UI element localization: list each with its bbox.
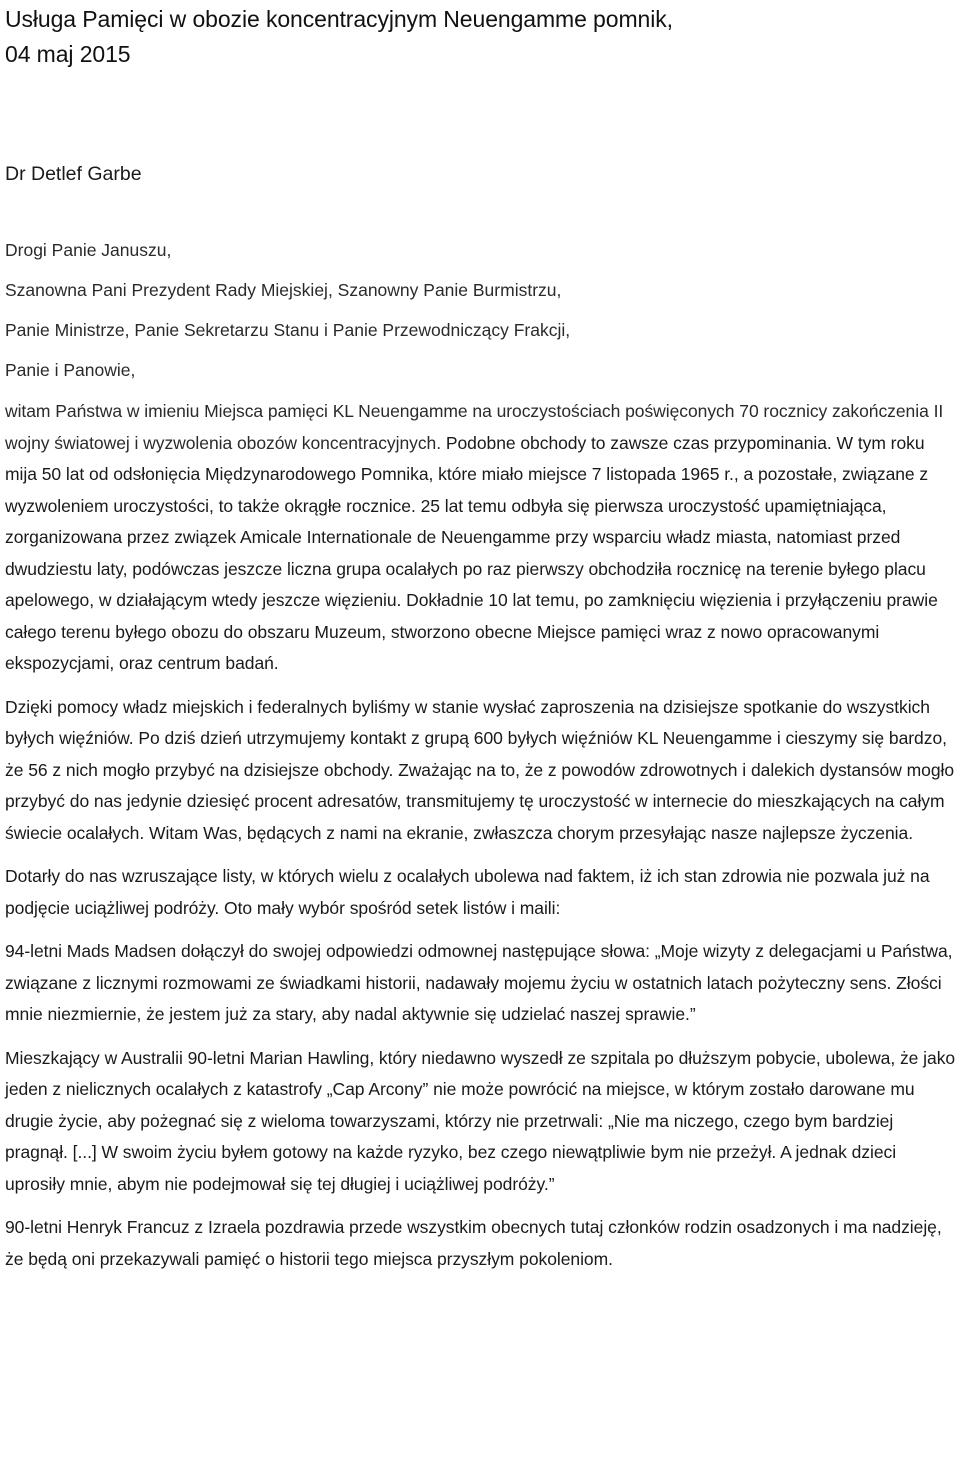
title-line-1: Usługa Pamięci w obozie koncentracyjnym Neuengamme pomnik, [5,6,673,32]
salutation-line: Szanowna Pani Prezydent Rady Miejskiej, Szanowny Panie Burmistrzu, [5,280,562,300]
author-name: Dr Detlef Garbe [5,163,142,185]
paragraph-welcome-intro: witam Państwa w imieniu Miejsca pamięci KL Neuengamme na uroczystościach poświęconych 70 rocznicy zakończenia II wojny światowej i wyzwolenia obozów koncentracyjnych. [5,401,944,453]
document-title [5,0,956,72]
paragraph-welcome [5,396,956,680]
paragraph-letters: Dotarły do nas wzruszające listy, w których wielu z ocalałych ubolewa nad faktem, iż ich stan zdrowia nie pozwala już na podjęcie uciążliwej podróży. Oto mały wybór spośród setek listów i maili: [5,866,930,918]
paragraph-welcome-history: Podobne obchody to zawsze czas przypominania. W tym roku mija 50 lat od odsłonięcia Międzynarodowego Pomnika, które miało miejsce 7 listopada 1965 r., a pozostałe, związane z wyzwoleniem uroczystości, to także okrągłe rocznice. 25 lat temu odbyła się pierwsza uroczystość upamiętniająca, zorganizowana przez związek Amicale Internationale de Neuengamme przy wsparciu władz miasta, natomiast przed dwudziestu laty, podówczas jeszcze liczna grupa ocalałych po raz pierwszy obchodziła rocznicę na terenie byłego placu apelowego, w działającym wtedy jeszcze więzieniu. Dokładnie 10 lat temu, po zamknięciu więzienia i przyłączeniu prawie całego terenu byłego obozu do obszaru Muzeum, stworzono obecne Miejsce pamięci wraz z nowo opracowanymi ekspozycjami, oraz centrum badań. [5,432,938,673]
paragraph-madsen: 94-letni Mads Madsen dołączył do swojej odpowiedzi odmownej następujące słowa: „Moje wizyty z delegacjami u Państwa, związane z licznymi rozmowami ze świadkami historii, nadawały mojemu życiu w ostatnich latach pożyteczny sens. Złości mnie niezmiernie, że jestem już za stary, aby nadal aktywnie się udzielać naszej sprawie.” [5,941,953,1024]
paragraph-hawling: Mieszkający w Australii 90-letni Marian Hawling, który niedawno wyszedł ze szpitala po dłuższym pobycie, ubolewa, że jako jeden z nielicznych ocalałych z katastrofy „Cap Arcony” nie może powrócić na miejsce, w którym zostało darowane mu drugie życie, aby pożegnać się z wieloma towarzyszami, którzy nie przetrwali: „Nie ma niczego, czego bym bardziej pragnął. [...] W swoim życiu byłem gotowy na każde ryzyko, bez czego niewątpliwie bym nie przeżył. A jednak dzieci uprosiły mnie, abym nie podejmował się tej długiej i uciążliwej podróży.” [5,1047,956,1194]
salutation-line: Panie Ministrze, Panie Sekretarzu Stanu i Panie Przewodniczący Frakcji, [5,320,571,340]
paragraph-invitations: Dzięki pomocy władz miejskich i federalnych byliśmy w stanie wysłać zaproszenia na dzisiejsze spotkanie do wszystkich byłych więźniów. Po dziś dzień utrzymujemy kontakt z grupą 600 byłych więźniów KL Neuengamme i cieszymy się bardzo, że 56 z nich mogło przybyć na dzisiejsze obchody. Zważając na to, że z powodów zdrowotnych i dalekich dystansów mogło przybyć do nas jedynie dziesięć procent adresatów, transmitujemy tę uroczystość w internecie do mieszkających na całym świecie ocalałych. Witam Was, będących z nami na ekranie, zwłaszcza chorym przesyłając nasze najlepsze życzenia. [5,696,955,843]
salutation-line: Panie i Panowie, [5,360,136,380]
salutation-line: Drogi Panie Januszu, [5,240,172,260]
title-line-2: 04 maj 2015 [5,41,131,67]
paragraph-francuz: 90-letni Henryk Francuz z Izraela pozdrawia przede wszystkim obecnych tutaj członków rodzin osadzonych i ma nadzieję, że będą oni przekazywali pamięć o historii tego miejsca przyszłym pokoleniom. [5,1217,942,1269]
salutations [5,236,956,384]
